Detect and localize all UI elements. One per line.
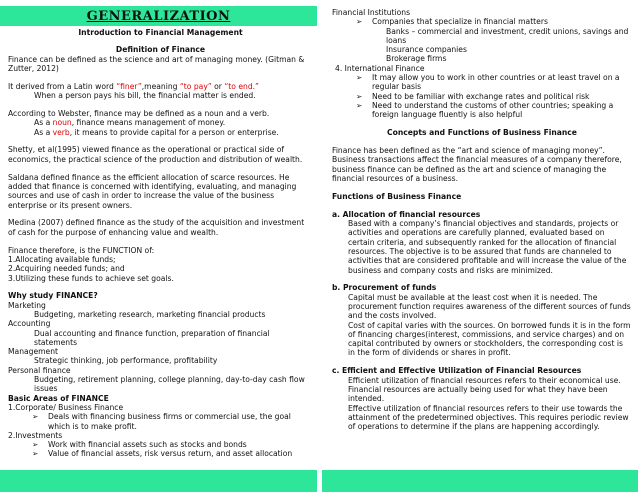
functions-heading: Functions of Business Finance [332,191,462,201]
why-heading: Why study FINANCE? [8,291,98,301]
list-item: ➢ It may allow you to work in other countries or at least travel on a regular basis [356,73,620,92]
area1-label: 1.Corporate/ Business Finance [8,402,124,412]
latin-when: When a person pays his bill, the financial matter is ended. [34,91,256,101]
b-text-2: Cost of capital varies with the sources. On borrowed funds it is in the form of financing charges(interest, commissions, and service charges) and on capital contributed by owners or stockholders, the corresponding cost is in the form of dividends or shares in profit. [348,320,631,358]
why-desc: Dual accounting and finance function, preparation of financial statements [34,328,270,347]
list-item: ➢ Work with financial assets such as stocks and bonds [32,440,247,450]
function-item: 2.Acquiring needed funds; and [8,264,125,274]
area2-label: 2.Investments [8,430,63,440]
arrow-bullet-icon: ➢ [356,100,363,110]
latin-line: It derived from a Latin word “finer”,meaning “to pay” or “to end.” [8,81,259,91]
areas-heading: Basic Areas of FINANCE [8,393,109,403]
saldana-text: Saldana defined finance as the efficient allocation of scarce resources. He added that finance is concerned with identifying, evaluating, and managing sources and use of cash in order to increase the value of the business enterprise or its present owners. [8,172,297,210]
why-label: Marketing [8,300,46,310]
page-title: GENERALIZATION [86,9,231,24]
intro-heading: Introduction to Financial Management [78,28,243,37]
latin-toend: “to end.” [224,81,259,91]
c-text-2: Effective utilization of financial resources refers to their use towards the attainment of the predetermined objectives. This requires periodic review of operations to determine if the plans are happening accordingly. [348,403,629,432]
why-label: Accounting [8,319,51,329]
list-item: ➢ Companies that specialize in financial matters [356,17,548,27]
b-text-1: Capital must be available at the least cost when it is needed. The procurement function requires awareness of the different sources of funds and the costs involved. [348,292,631,321]
noun-line: As a noun, finance means management of money. [34,118,226,128]
medina-text: Medina (2007) defined finance as the study of the acquisition and investment of cash for the purpose of enhancing value and wealth. [8,218,305,237]
list-item: ➢ Need to understand the customs of other countries; speaking a foreign language fluently is also helpful [356,100,614,120]
function-item: 1.Allocating available funds; [8,254,116,264]
definition-heading: Definition of Finance [115,45,206,55]
latin-finer: “finer” [116,81,142,91]
arrow-bullet-icon: ➢ [32,440,39,450]
a-heading: a. Allocation of financial resources [332,209,481,219]
arrow-bullet-icon: ➢ [356,17,363,27]
why-desc: Strategic thinking, job performance, profitability [34,356,218,366]
why-desc: Budgeting, marketing research, marketing financial products [34,309,266,319]
footer-band-left [0,470,317,492]
arrow-bullet-icon: ➢ [356,91,363,101]
webster-text: According to Webster, finance may be defined as a noun and a verb. [8,108,270,118]
arrow-bullet-icon: ➢ [32,449,39,459]
left-column [8,28,313,459]
definition-text: Finance can be defined as the science and art of managing money. (Gitman & Zutter, 2012) [8,54,305,73]
concepts-text: Finance has been defined as the “art and science of managing money”. Business transactions affect the financial measures of a company therefore, business finance can be defined as the art and science of managing the financial resources of a business. [332,146,622,183]
a-text: Based with a company’s financial objectives and standards, projects or activities and operations are carefully planned, evaluated based on certain criteria, and subsequently ranked for the allocation of financial resources. The objective is to be assured that funds are channeled to activities that are considered profitable and will increase the value of the business and company costs and risks are minimized. [348,219,627,275]
fi-sub-item: Insurance companies [386,45,467,55]
arrow-bullet-icon: ➢ [32,412,39,422]
list-item: ➢ Need to be familiar with exchange rates and political risk [356,91,590,101]
fi-sub-item: Banks – commercial and investment, credit unions, savings and loans [386,26,629,45]
fi-label: Financial Institutions [332,8,411,17]
c-text-1: Efficient utilization of financial resources refers to their economical use. Financial resources are actually being used for what they have been intended. [348,375,621,404]
verb-word: verb [52,127,70,137]
arrow-bullet-icon: ➢ [356,73,363,83]
function-item: 3.Utilizing these funds to achieve set goals. [8,273,174,283]
why-desc: Budgeting, retirement planning, college planning, day-to-day cash flow issues [34,375,305,394]
c-heading: c. Efficient and Effective Utilization of Financial Resources [332,366,582,376]
verb-line: As a verb, it means to provide capital for a person or enterprise. [34,127,279,137]
latin-topay: “to pay” [179,81,212,91]
noun-word: noun [52,118,72,128]
footer-band-right [322,470,638,492]
why-label: Personal finance [8,365,71,375]
shetty-text: Shetty, et al(1995) viewed finance as the operational or practical side of economics, the practical science of the production and distribution of wealth. [8,145,303,164]
intl-label: 4. International Finance [335,63,425,73]
list-item: ➢ Deals with financing business firms or commercial use, the goal which is to make profit. [32,412,291,431]
list-item: ➢ Value of financial assets, risk versus return, and asset allocation [32,449,293,459]
right-column [332,8,632,431]
why-label: Management [8,347,59,357]
function-intro: Finance therefore, is the FUNCTION of: [8,245,155,255]
b-heading: b. Procurement of funds [332,283,437,293]
concepts-heading: Concepts and Functions of Business Finance [387,128,577,138]
fi-sub-item: Brokerage firms [386,54,447,64]
